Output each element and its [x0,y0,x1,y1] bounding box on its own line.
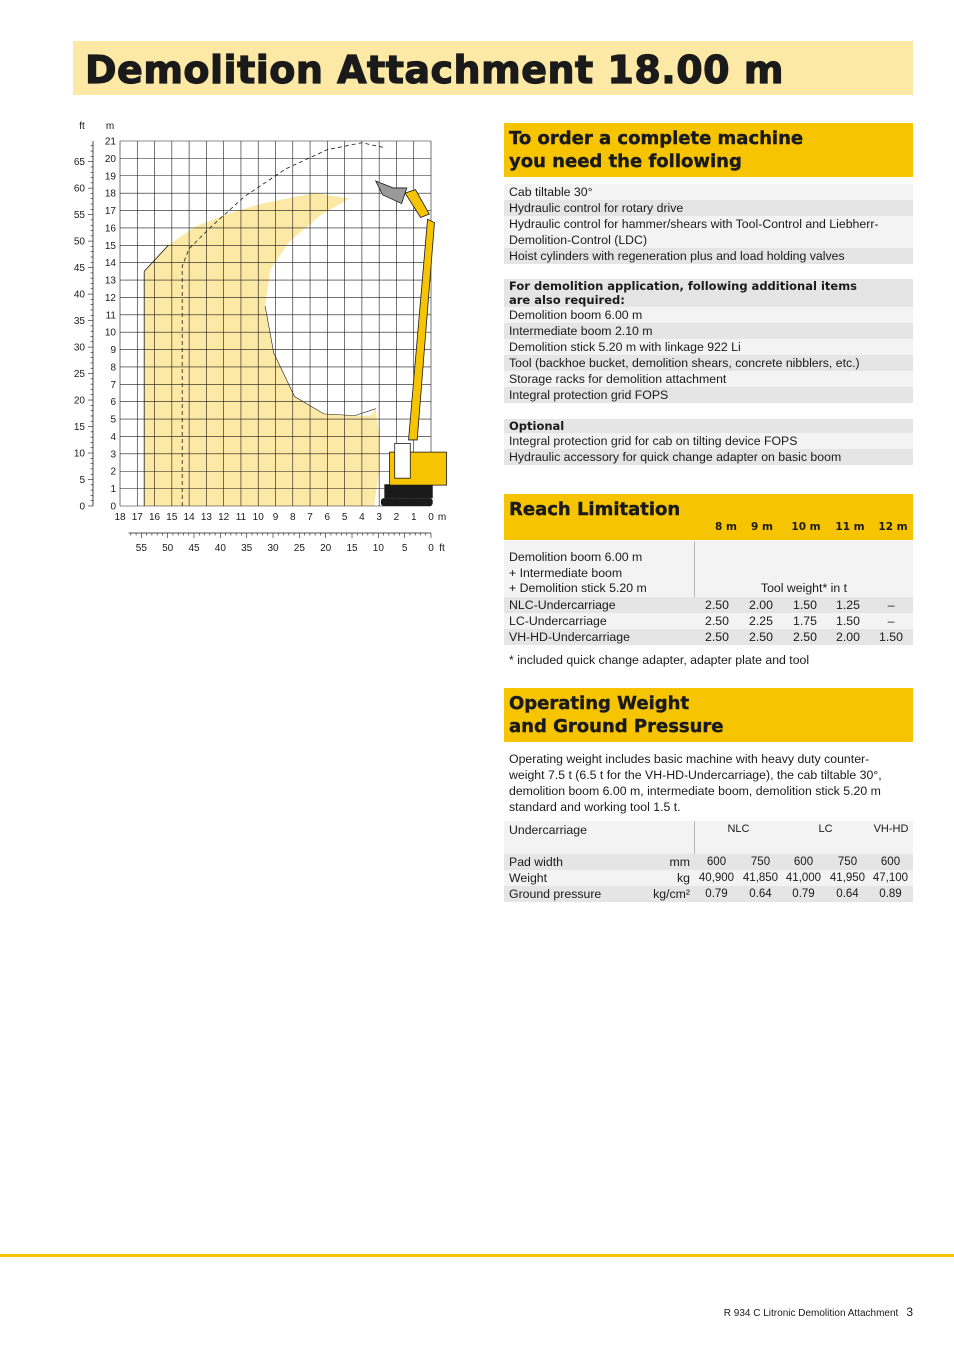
demolition-shears [376,181,407,204]
cell: 41,000 [785,872,822,884]
x-tick-label-m: 6 [324,512,331,523]
group-label: LC [818,823,833,835]
list-item: Intermediate boom 2.10 m [504,323,913,339]
x-tick-label-ft: 10 [372,543,384,554]
y-tick-label-m: 4 [110,431,116,443]
row-unit: mm [669,855,690,869]
x-tick-label-m: 13 [200,512,212,523]
reach-config-line: Demolition boom 6.00 m [509,550,643,564]
list-item: Integral protection grid for cab on tilting device FOPS [504,433,913,449]
working-range-chart [60,115,450,560]
x-tick-label-ft: 35 [241,543,253,554]
list-item: Demolition boom 6.00 m [504,307,913,323]
list-item: Hydraulic control for rotary drive [504,200,913,216]
y-tick-label-m: 14 [104,258,116,270]
list-item: Hydraulic control for hammer/shears with Tool-Control and Liebherr- [504,216,913,232]
cell: 0.64 [836,888,859,900]
cell: 2.50 [793,630,817,644]
order-heading-line1: To order a complete machine [509,128,804,149]
cell: 0.64 [749,888,772,900]
order-heading-bar [504,123,913,177]
reach-config-line: + Demolition stick 5.20 m [509,581,647,595]
y-tick-label-ft: 65 [73,157,85,169]
list-item: Hoist cylinders with regeneration plus and load holding valves [504,248,913,264]
y-tick-label-m: 9 [110,345,116,357]
x-tick-label-m: 3 [376,512,382,523]
x-axis-unit-ft: ft [439,543,445,554]
weight-description [509,751,909,815]
y-tick-label-m: 2 [110,466,116,478]
cell: 0.89 [879,888,902,900]
cell: 1.25 [836,598,860,612]
x-tick-label-ft: 45 [188,543,200,554]
cell: 1.50 [793,598,817,612]
demolition-subheading-line2: are also required: [509,293,625,307]
paragraph-line: standard and working tool 1.5 t. [509,800,681,814]
x-tick-label-m: 12 [218,512,230,523]
undercarriage-label: Undercarriage [509,823,587,837]
row-unit: kg [677,871,690,885]
y-tick-label-m: 3 [110,449,116,461]
cell: 41,850 [742,872,779,884]
cell: 600 [793,856,814,868]
cell: 2.50 [705,598,729,612]
cell: 1.50 [879,630,903,644]
list-item: Demolition-Control (LDC) [504,232,913,248]
footer-rule [0,1254,954,1257]
y-tick-label-m: 6 [110,397,116,409]
y-tick-label-ft: 10 [73,448,85,460]
cell: 40,900 [698,872,735,884]
y-tick-label-m: 18 [104,188,116,200]
cell: 0.79 [792,888,815,900]
demolition-subheading [504,279,913,307]
row-label: NLC-Undercarriage [509,598,616,612]
list-item: Tool (backhoe bucket, demolition shears, concrete nibblers, etc.) [504,355,913,371]
cell: – [887,598,895,612]
paragraph-line: weight 7.5 t (6.5 t for the VH-HD-Undercarriage), the cab tiltable 30°, [509,768,882,782]
y-tick-label-m: 19 [104,171,116,183]
weight-heading-line2: and Ground Pressure [509,716,724,737]
y-tick-label-ft: 35 [73,316,85,328]
reach-config [509,550,647,597]
x-tick-label-m: 15 [166,512,178,523]
y-tick-label-m: 8 [110,362,116,374]
order-heading-line2: you need the following [509,151,742,172]
title-bar [73,41,913,95]
row-label: LC-Undercarriage [509,614,607,628]
x-tick-label-ft: 50 [162,543,174,554]
reach-col-header: 10 m [791,521,821,533]
y-tick-label-m: 11 [105,310,116,322]
y-tick-label-m: 15 [104,240,116,252]
cell: – [887,614,895,628]
weight-heading-bar [504,688,913,742]
reach-col-header: 9 m [751,521,773,533]
demolition-stick [405,190,429,218]
x-tick-label-m: 8 [289,512,296,523]
reach-config-line: + Intermediate boom [509,565,623,580]
cell: 2.50 [749,630,773,644]
footer [724,1305,913,1319]
list-item: Storage racks for demolition attachment [504,371,913,387]
group-label: VH-HD [873,823,909,835]
row-label: VH-HD-Undercarriage [509,630,630,644]
y-tick-label-ft: 40 [73,289,85,301]
y-tick-label-ft: 50 [73,236,85,248]
y-tick-label-m: 17 [104,206,116,218]
reach-heading-bar [504,494,913,540]
y-tick-label-m: 12 [104,292,116,304]
y-tick-label-ft: 5 [79,475,85,487]
y-tick-label-ft: 45 [73,263,85,275]
row-unit: kg/cm² [653,887,690,901]
reach-col-header: 12 m [878,521,908,533]
x-tick-label-m: 14 [183,512,195,523]
page-number: 3 [906,1305,913,1319]
operator-cab [395,443,411,478]
reach-col-header: 11 m [835,521,865,533]
paragraph-line: Operating weight includes basic machine with heavy duty counter- [509,752,870,766]
x-tick-label-m: 2 [393,512,400,523]
reach-heading: Reach Limitation [509,499,681,520]
order-list [504,184,913,465]
x-tick-label-m: 18 [114,512,126,523]
weight-heading-line1: Operating Weight [509,693,690,714]
y-tick-label-m: 1 [110,484,116,496]
reach-footnote: * included quick change adapter, adapter plate and tool [509,653,810,667]
cell: 1.50 [836,614,860,628]
cell: 750 [750,856,771,868]
x-tick-label-ft: 25 [293,543,305,554]
track-chain [381,498,433,506]
cell: 47,100 [872,872,909,884]
y-tick-label-m: 5 [110,414,116,426]
x-tick-label-ft: 30 [267,543,279,554]
cell: 2.00 [836,630,860,644]
x-tick-label-m: 17 [131,512,143,523]
y-tick-label-m: 20 [104,153,116,165]
footer-doc-title: R 934 C Litronic Demolition Attachment [723,1308,899,1319]
x-tick-label-m: 5 [341,512,348,523]
x-tick-label-ft: 15 [346,543,358,554]
list-item: Demolition stick 5.20 m with linkage 922 Li [504,339,913,355]
y-tick-label-m: 13 [104,275,116,287]
x-tick-label-ft: 40 [214,543,226,554]
x-tick-label-m: 16 [148,512,161,523]
cell: 2.00 [749,598,773,612]
cell: 1.75 [793,614,817,628]
x-tick-label-m: 11 [235,512,247,523]
order-heading [509,127,803,173]
y-axis-unit-m: m [105,121,115,132]
y-tick-label-m: 7 [110,379,116,391]
paragraph-line: demolition boom 6.00 m, intermediate boom, demolition stick 5.20 m [509,784,881,798]
page-title: Demolition Attachment 18.00 m [85,48,784,92]
tool-weight-label: Tool weight* in t [760,581,848,595]
y-tick-label-m: 21 [104,136,116,148]
y-tick-label-ft: 60 [73,183,85,195]
x-tick-label-ft: 55 [135,543,147,554]
row-label: Pad width [509,855,564,869]
x-axis-unit-m: m [437,512,447,523]
x-tick-label-m: 9 [272,512,279,523]
y-tick-label-ft: 25 [73,369,85,381]
cell: 600 [880,856,901,868]
y-axis-unit-ft: ft [79,121,85,132]
x-tick-label-ft: 20 [320,543,332,554]
demolition-boom [409,219,435,440]
x-tick-label-m: 1 [410,512,417,523]
x-tick-label-m: 0 [428,512,434,523]
undercarriage-frame [384,484,432,498]
list-item: Cab tiltable 30° [504,184,913,200]
row-label: Weight [509,871,548,885]
optional-subheading: Optional [504,419,913,433]
x-tick-label-ft: 0 [428,543,434,554]
x-tick-label-m: 7 [307,512,313,523]
reach-col-header: 8 m [715,521,737,533]
weight-table [504,821,913,902]
demolition-subheading-line1: For demolition application, following additional items [509,279,858,293]
y-tick-label-ft: 55 [73,210,85,222]
y-tick-label-m: 16 [104,223,116,235]
cell: 600 [706,856,727,868]
list-item: Hydraulic accessory for quick change adapter on basic boom [504,449,913,465]
y-tick-label-m: 0 [110,501,116,513]
group-label: NLC [727,823,750,835]
y-tick-label-ft: 30 [73,342,85,354]
cell: 2.25 [749,614,773,628]
row-label: Ground pressure [509,887,602,901]
cell: 41,950 [829,872,866,884]
weight-heading [509,692,724,738]
y-tick-label-ft: 20 [73,395,85,407]
cell: 750 [837,856,858,868]
x-tick-label-ft: 5 [401,543,408,554]
x-tick-label-m: 10 [252,512,264,523]
y-tick-label-m: 10 [104,327,116,339]
cell: 2.50 [705,630,729,644]
cell: 0.79 [705,888,728,900]
y-tick-label-ft: 15 [73,422,85,434]
x-tick-label-m: 4 [359,512,365,523]
y-tick-label-ft: 0 [79,501,85,513]
cell: 2.50 [705,614,729,628]
reach-table [504,541,913,645]
list-item: Integral protection grid FOPS [504,387,913,403]
